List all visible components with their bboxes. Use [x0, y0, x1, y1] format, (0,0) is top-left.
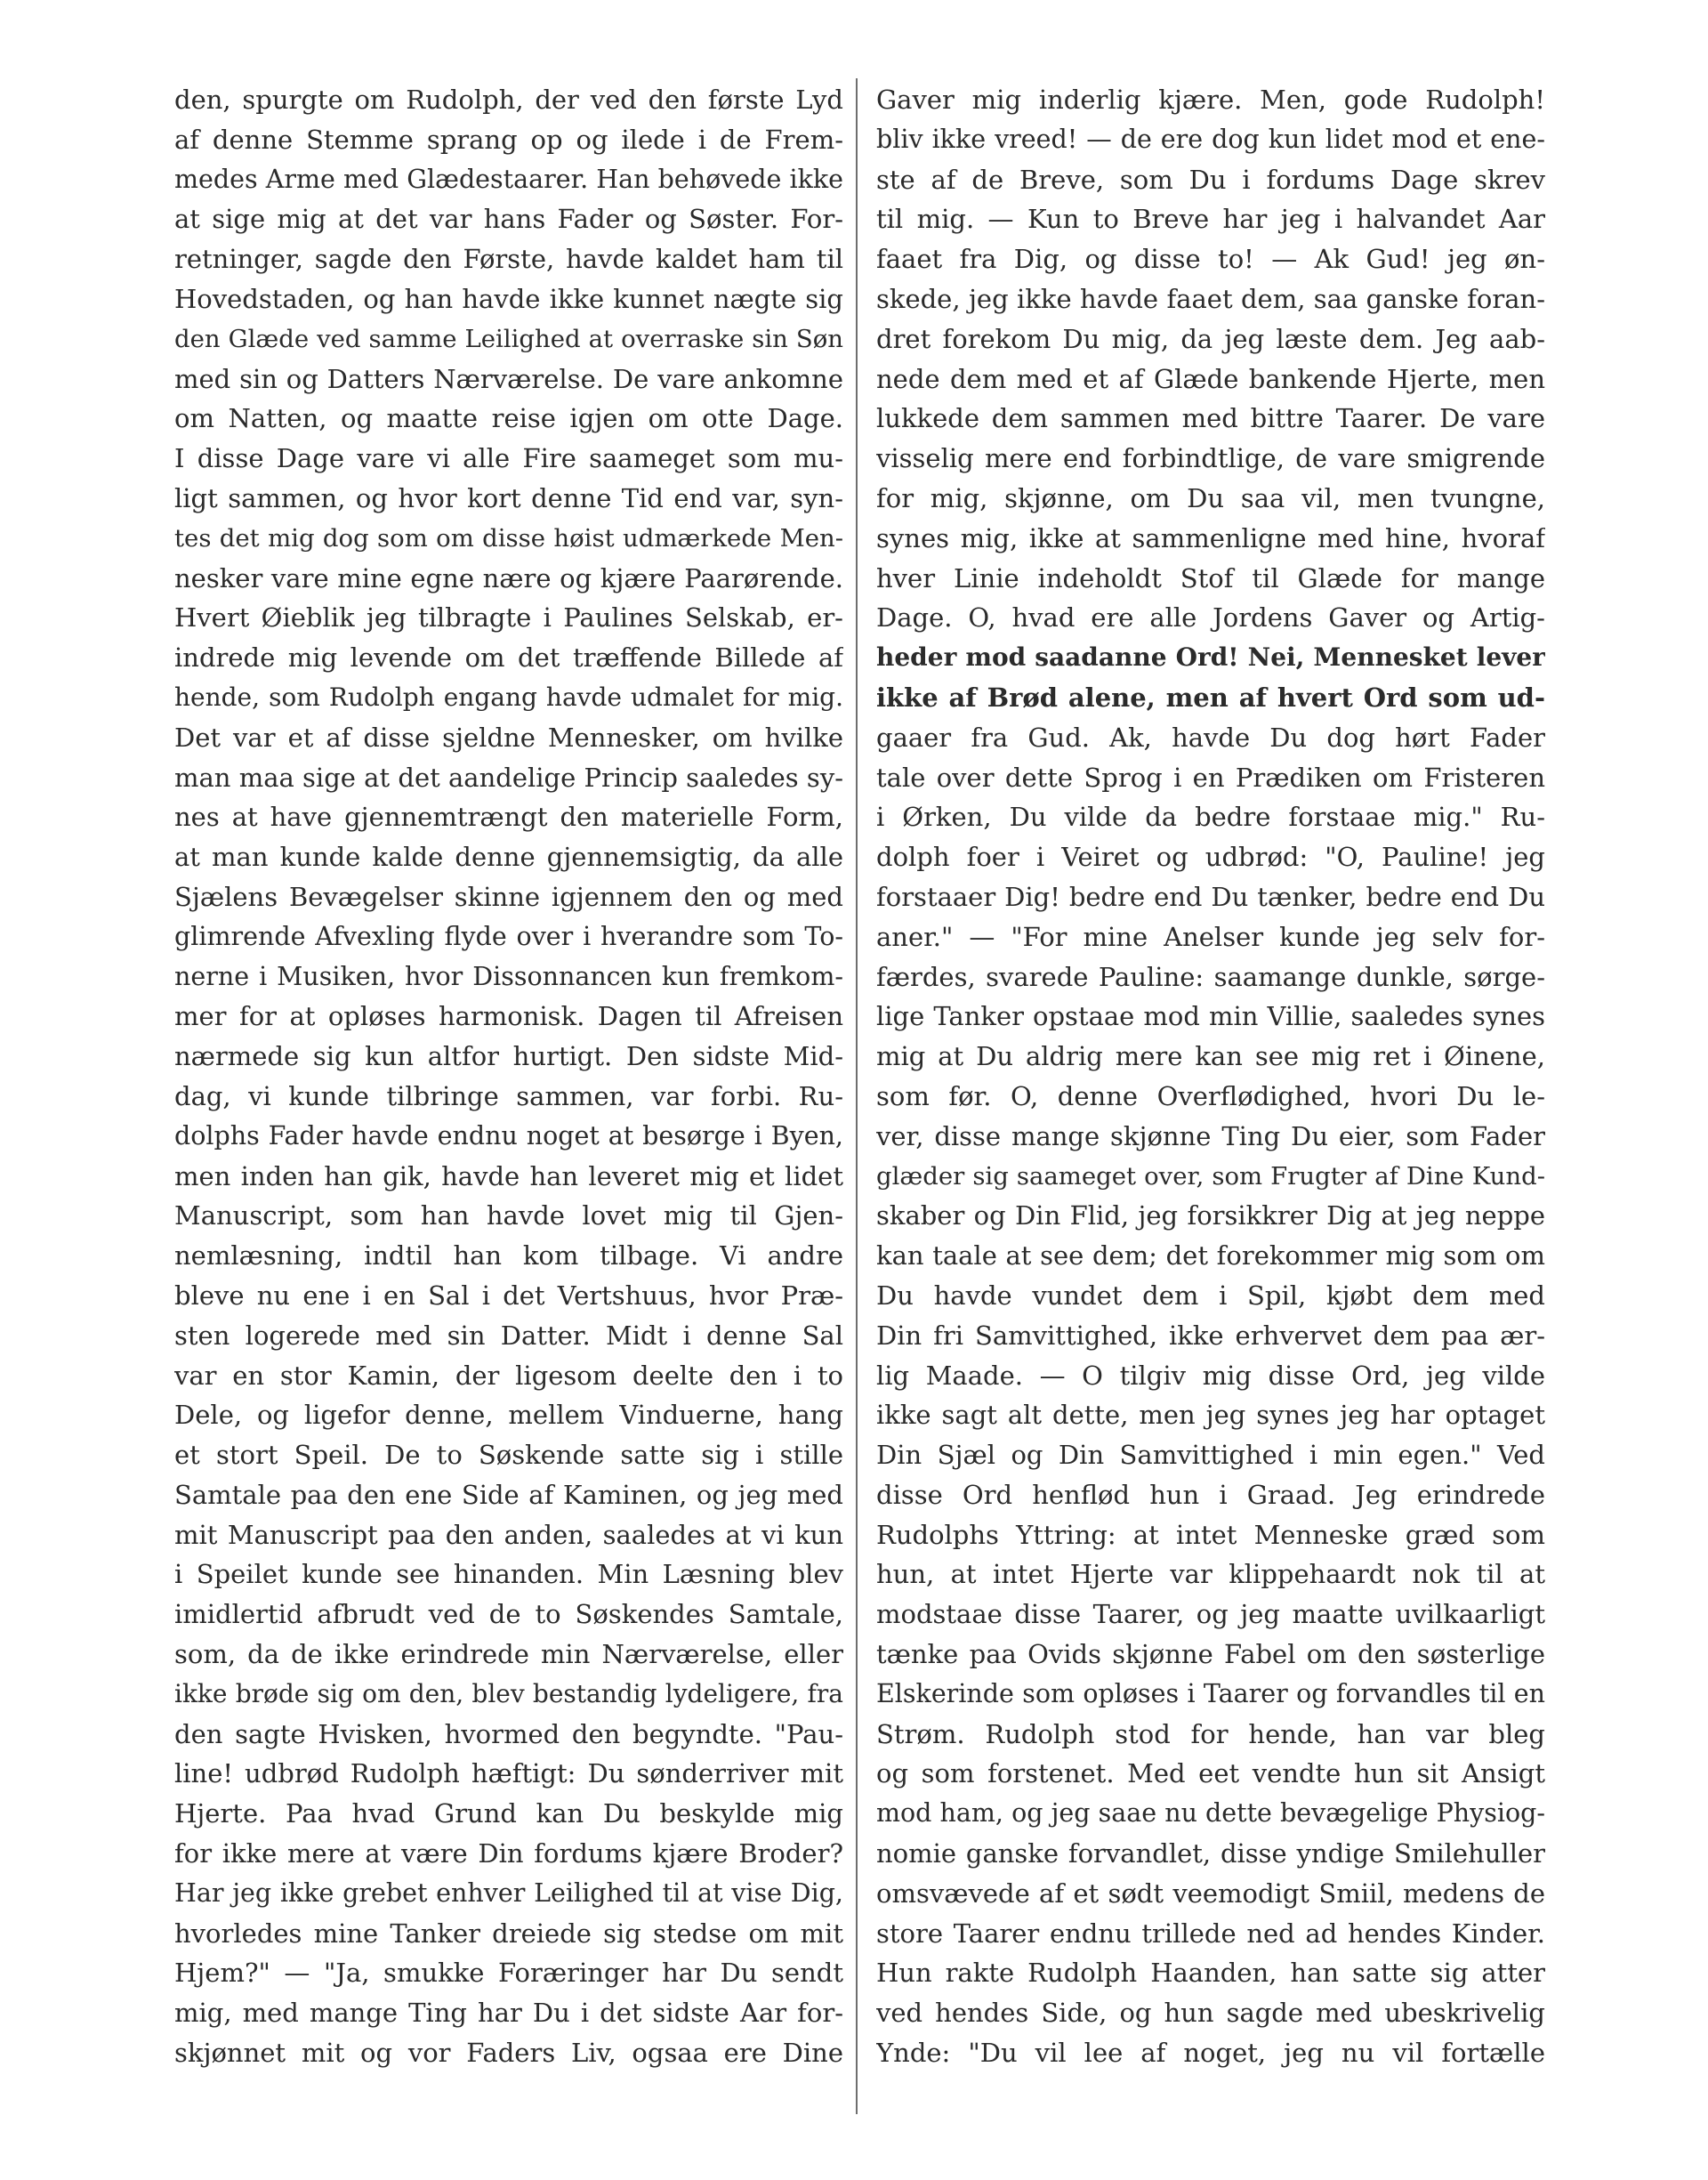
text-line: Rudolphs Yttring: at intet Menneske græd som	[876, 1519, 1545, 1550]
text-line: man maa sige at det aandelige Princip saaledes sy-	[174, 762, 843, 793]
text-line: som, da de ikke erindrede min Nærværelse, eller	[174, 1639, 843, 1670]
text-line: Hvert Øieblik jeg tilbragte i Paulines Selskab, er-	[174, 602, 843, 634]
text-line: Manuscript, som han havde lovet mig til Gjen-	[174, 1200, 843, 1231]
left-text-column	[174, 80, 843, 2073]
text-line: ikke brøde sig om den, blev bestandig lydeligere, fra	[174, 1678, 843, 1708]
text-line: aner." — "For mine Anelser kunde jeg selv for-	[876, 921, 1545, 952]
text-line: for ikke mere at være Din fordums kjære Broder?	[174, 1838, 843, 1869]
text-line: ikke af Brød alene, men af hvert Ord som ud-	[876, 682, 1545, 713]
text-line: var en stor Kamin, der ligesom deelte den i to	[174, 1360, 843, 1391]
text-line: Gaver mig inderlig kjære. Men, gode Rudolph!	[876, 85, 1545, 115]
text-line: glimrende Afvexling flyde over i hverandre som To-	[174, 921, 843, 951]
text-line: i Ørken, Du vilde da bedre forstaae mig." Ru-	[876, 802, 1545, 833]
text-line: den, spurgte om Rudolph, der ved den første Lyd	[174, 85, 843, 115]
text-line: bliv ikke vreed! — de ere dog kun lidet mod et ene-	[876, 124, 1545, 154]
text-line: lige Tanker opstaae mod min Villie, saaledes synes	[876, 1001, 1545, 1032]
text-line: Din Sjæl og Din Samvittighed i min egen." Ved	[876, 1440, 1545, 1471]
text-line: dret forekom Du mig, da jeg læste dem. Jeg aab-	[876, 323, 1545, 354]
text-line: ligt sammen, og hvor kort denne Tid end var, syn-	[174, 482, 843, 513]
text-line: Du havde vundet dem i Spil, kjøbt dem med	[876, 1280, 1545, 1311]
text-line: Din fri Samvittighed, ikke erhvervet dem paa ær-	[876, 1320, 1545, 1351]
text-line: Det var et af disse sjeldne Mennesker, om hvilke	[174, 722, 843, 753]
text-line: skaber og Din Flid, jeg forsikkrer Dig at jeg neppe	[876, 1200, 1545, 1231]
text-line: indrede mig levende om det træffende Billede af	[174, 642, 843, 674]
text-line: ved hendes Side, og hun sagde med ubeskrivelig	[876, 1998, 1545, 2029]
text-line: retninger, sagde den Første, havde kaldet ham til	[174, 244, 843, 275]
text-line: lig Maade. — O tilgiv mig disse Ord, jeg vilde	[876, 1360, 1545, 1391]
text-line: nerne i Musiken, hvor Dissonnancen kun fremkom-	[174, 961, 843, 991]
text-line: for mig, skjønne, om Du saa vil, men tvungne,	[876, 482, 1545, 513]
text-line: glæder sig saameget over, som Frugter af Dine Kund-	[876, 1161, 1545, 1191]
text-line: i Speilet kunde see hinanden. Min Læsning blev	[174, 1559, 843, 1590]
text-line: af denne Stemme sprang op og ilede i de Frem-	[174, 124, 843, 155]
text-line: Dage. O, hvad ere alle Jordens Gaver og Artig-	[876, 602, 1545, 634]
text-line: ver, disse mange skjønne Ting Du eier, som Fader	[876, 1120, 1545, 1151]
text-line: ste af de Breve, som Du i fordums Dage skrev	[876, 164, 1545, 195]
text-line: synes mig, ikke at sammenligne med hine, hvoraf	[876, 522, 1545, 553]
text-line: forstaaer Dig! bedre end Du tænker, bedre end Du	[876, 881, 1545, 912]
text-line: Hjerte. Paa hvad Grund kan Du beskylde mig	[174, 1798, 843, 1829]
text-line: tale over dette Sprog i en Prædiken om Fristeren	[876, 762, 1545, 793]
text-line: gaaer fra Gud. Ak, havde Du dog hørt Fader	[876, 722, 1545, 753]
text-line: imidlertid afbrudt ved de to Søskendes Samtale,	[174, 1599, 843, 1630]
text-line: Strøm. Rudolph stod for hende, han var bleg	[876, 1718, 1545, 1749]
text-line: at man kunde kalde denne gjennemsigtig, da alle	[174, 842, 843, 873]
text-line: og som forstenet. Med eet vendte hun sit Ansigt	[876, 1758, 1545, 1789]
text-line: mig, med mange Ting har Du i det sidste Aar for-	[174, 1998, 843, 2029]
text-line: mig at Du aldrig mere kan see mig ret i Øinene,	[876, 1041, 1545, 1072]
text-line: tes det mig dog som om disse høist udmærkede Men-	[174, 523, 843, 553]
text-line: ikke sagt alt dette, men jeg synes jeg har optaget	[876, 1400, 1545, 1431]
text-line: lukkede dem sammen med bittre Taarer. De vare	[876, 403, 1545, 434]
text-line: dolphs Fader havde endnu noget at besørge i Byen,	[174, 1120, 843, 1151]
text-line: hende, som Rudolph engang havde udmalet for mig.	[174, 682, 843, 712]
text-line: den Glæde ved samme Leilighed at overraske sin Søn	[174, 324, 843, 353]
text-line: med sin og Datters Nærværelse. De vare ankomne	[174, 363, 843, 394]
text-line: hvorledes mine Tanker dreiede sig stedse om mit	[174, 1918, 843, 1949]
text-line: dolph foer i Veiret og udbrød: "O, Pauline! jeg	[876, 842, 1545, 873]
text-line: at sige mig at det var hans Fader og Søster. For-	[174, 204, 843, 235]
text-line: til mig. — Kun to Breve har jeg i halvandet Aar	[876, 204, 1545, 235]
text-line: nesker vare mine egne nære og kjære Paarørende.	[174, 562, 843, 593]
text-line: store Taarer endnu trillede ned ad hendes Kinder.	[876, 1918, 1545, 1949]
text-line: nomie ganske forvandlet, disse yndige Smilehuller	[876, 1838, 1545, 1869]
text-line: et stort Speil. De to Søskende satte sig i stille	[174, 1440, 843, 1471]
text-line: færdes, svarede Pauline: saamange dunkle, sørge-	[876, 961, 1545, 992]
text-line: Hjem?" — "Ja, smukke Foræringer har Du sendt	[174, 1958, 843, 1989]
text-line: line! udbrød Rudolph hæftigt: Du sønderriver mit	[174, 1758, 843, 1789]
text-line: sten logerede med sin Datter. Midt i denne Sal	[174, 1320, 843, 1351]
text-line: skede, jeg ikke havde faaet dem, saa ganske foran-	[876, 283, 1545, 314]
text-line: bleve nu ene i en Sal i det Vertshuus, hvor Præ-	[174, 1280, 843, 1311]
text-line: tænke paa Ovids skjønne Fabel om den søsterlige	[876, 1639, 1545, 1670]
text-line: Ynde: "Du vil lee af noget, jeg nu vil fortælle	[876, 2038, 1545, 2069]
text-line: Sjælens Bevægelser skinne igjennem den og med	[174, 881, 843, 912]
text-line: hun, at intet Hjerte var klippehaardt nok til at	[876, 1559, 1545, 1590]
text-line: faaet fra Dig, og disse to! — Ak Gud! jeg øn-	[876, 244, 1545, 275]
text-line: Dele, og ligefor denne, mellem Vinduerne, hang	[174, 1400, 843, 1431]
text-line: men inden han gik, havde han leveret mig et lidet	[174, 1160, 843, 1191]
text-line: medes Arme med Glædestaarer. Han behøvede ikke	[174, 164, 843, 194]
text-line: nes at have gjennemtrængt den materielle Form,	[174, 802, 843, 833]
text-line: visselig mere end forbindtlige, de vare smigrende	[876, 443, 1545, 474]
text-line: omsvævede af et sødt veemodigt Smiil, medens de	[876, 1877, 1545, 1909]
text-line: nemlæsning, indtil han kom tilbage. Vi andre	[174, 1240, 843, 1272]
text-line: hver Linie indeholdt Stof til Glæde for mange	[876, 562, 1545, 593]
text-line: Hovedstaden, og han havde ikke kunnet nægte sig	[174, 283, 843, 314]
text-line: som før. O, denne Overflødighed, hvori Du le-	[876, 1080, 1545, 1111]
text-line: nærmede sig kun altfor hurtigt. Den sidste Mid-	[174, 1041, 843, 1072]
text-line: heder mod saadanne Ord! Nei, Mennesket lever	[876, 642, 1545, 673]
text-line: modstaae disse Taarer, og jeg maatte uvilkaarligt	[876, 1599, 1545, 1630]
text-line: kan taale at see dem; det forekommer mig som om	[876, 1240, 1545, 1272]
text-line: I disse Dage vare vi alle Fire saameget som mu-	[174, 443, 843, 474]
right-text-column	[876, 80, 1545, 2073]
text-line: den sagte Hvisken, hvormed den begyndte. "Pau-	[174, 1718, 843, 1749]
text-line: mit Manuscript paa den anden, saaledes at vi kun	[174, 1519, 843, 1550]
text-line: Har jeg ikke grebet enhver Leilighed til at vise Dig,	[174, 1877, 843, 1908]
text-line: dag, vi kunde tilbringe sammen, var forbi. Ru-	[174, 1080, 843, 1111]
text-line: mer for at opløses harmonisk. Dagen til Afreisen	[174, 1001, 843, 1032]
text-line: Samtale paa den ene Side af Kaminen, og jeg med	[174, 1479, 843, 1510]
text-line: Elskerinde som opløses i Taarer og forvandles til en	[876, 1678, 1545, 1708]
text-line: skjønnet mit og vor Faders Liv, ogsaa ere Dine	[174, 2038, 843, 2069]
text-line: nede dem med et af Glæde bankende Hjerte, men	[876, 363, 1545, 394]
text-line: Hun rakte Rudolph Haanden, han satte sig atter	[876, 1958, 1545, 1989]
text-line: om Natten, og maatte reise igjen om otte Dage.	[174, 403, 843, 434]
text-line: mod ham, og jeg saae nu dette bevægelige Physiog-	[876, 1798, 1545, 1829]
text-line: disse Ord henflød hun i Graad. Jeg erindrede	[876, 1479, 1545, 1510]
column-divider	[856, 78, 858, 2114]
